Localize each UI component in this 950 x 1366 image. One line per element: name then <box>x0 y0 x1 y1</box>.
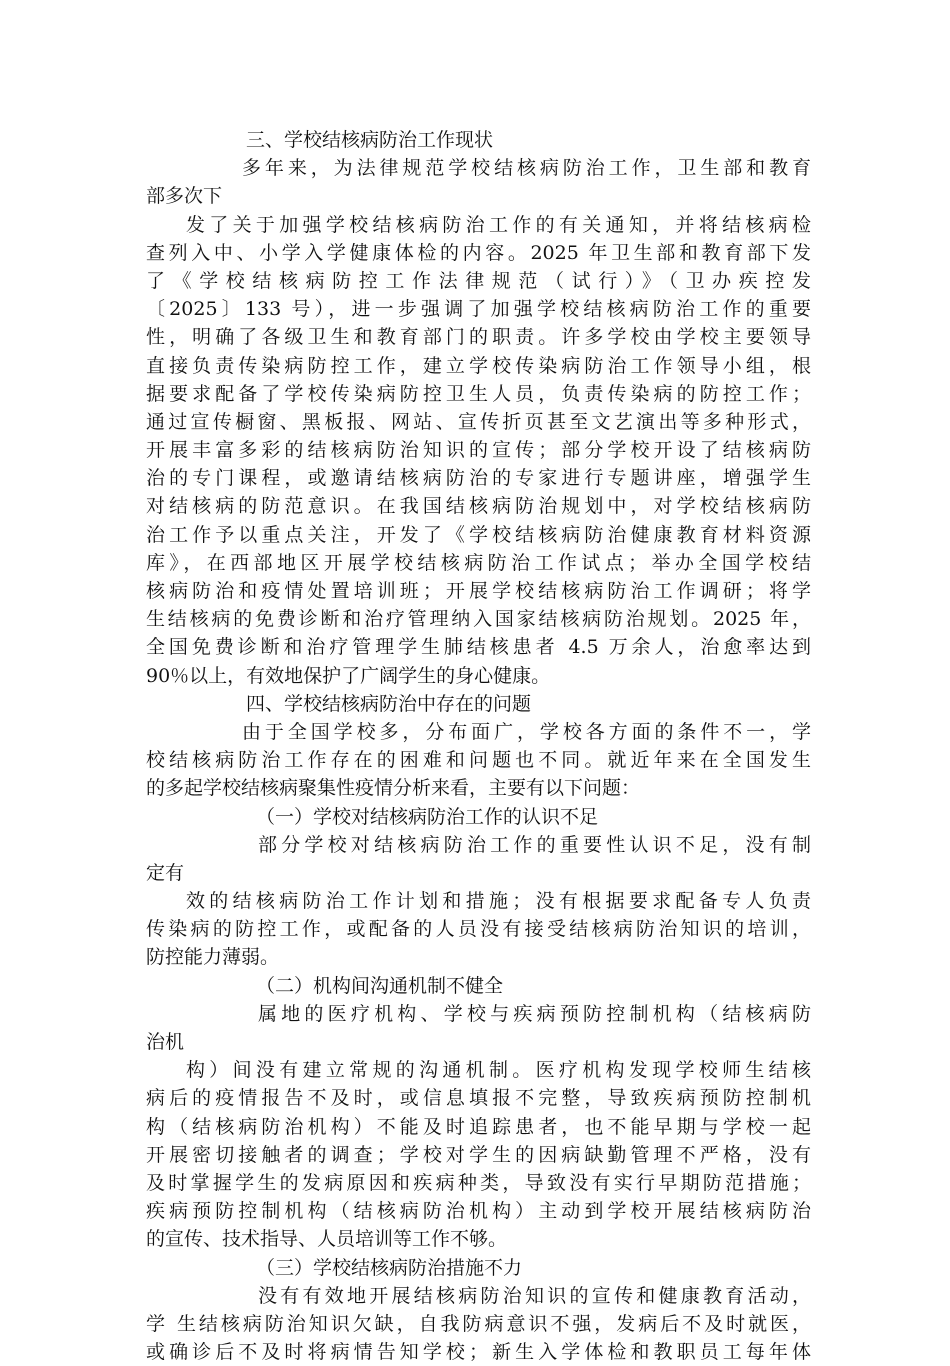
text-line: 通过宣传橱窗、黑板报、网站、宣传折页甚至文艺演出等多种形式， <box>146 410 811 433</box>
text-line: 传染病的防控工作，或配备的人员没有接受结核病防治知识的培训， <box>146 918 811 941</box>
subsection-heading: （三）学校结核病防治措施不力 <box>256 1256 523 1279</box>
text-line: 库》，在西部地区开展学校结核病防治工作试点；举办全国学校结 <box>146 551 811 574</box>
text-line: 由于全国学校多，分布面广，学校各方面的条件不一，学 <box>242 720 811 743</box>
text-line: 或确诊后不及时将病情告知学校；新生入学体检和教职员工每年体 <box>146 1341 811 1364</box>
text-line: 对结核病的防范意识。在我国结核病防治规划中，对学校结核病防 <box>146 495 811 518</box>
text-line: 治工作予以重点关注，开发了《学校结核病防治健康教育材料资源 <box>146 523 811 546</box>
text-line: 多年来，为法律规范学校结核病防治工作，卫生部和教育 <box>242 157 811 180</box>
text-line: 部分学校对结核病防治工作的重要性认识不足，没有制 <box>258 833 811 856</box>
section-heading: 四、学校结核病防治中存在的问题 <box>246 692 532 715</box>
text-line: 及时掌握学生的发病原因和疾病种类，导致没有实行早期防范措施； <box>146 1171 811 1194</box>
text-line: 的宣传、技术指导、人员培训等工作不够。 <box>146 1228 508 1251</box>
text-line: 构）间没有建立常规的沟通机制。医疗机构发现学校师生结核 <box>186 1059 811 1082</box>
text-line: 了《学校结核病防控工作法律规范（试行）》（卫办疾控发 <box>146 269 811 292</box>
text-line: 部多次下 <box>146 185 223 208</box>
text-line: 90％以上，有效地保护了广阔学生的身心健康。 <box>146 664 551 687</box>
text-line: 治机 <box>146 1031 185 1053</box>
document-body <box>146 126 811 1366</box>
text-line: 直接负责传染病防控工作，建立学校传染病防治工作领导小组，根 <box>146 354 811 377</box>
text-line: 核病防治和疫情处置培训班；开展学校结核病防治工作调研；将学 <box>146 580 811 602</box>
text-line: 效的结核病防治工作计划和措施；没有根据要求配备专人负责 <box>186 890 811 913</box>
text-line: 构（结核病防治机构）不能及时追踪患者，也不能早期与学校一起 <box>146 1115 811 1138</box>
text-line: 学 生结核病防治知识欠缺，自我防病意识不强，发病后不及时就医， <box>146 1312 811 1335</box>
text-line: 开展密切接触者的调查；学校对学生的因病缺勤管理不严格，没有 <box>146 1143 811 1166</box>
text-line: 没有有效地开展结核病防治知识的宣传和健康教育活动， <box>258 1284 811 1307</box>
section-heading: 三、学校结核病防治工作现状 <box>246 129 494 151</box>
text-line: 疾病预防控制机构（结核病防治机构）主动到学校开展结核病防治 <box>146 1200 811 1223</box>
text-line: 〔2025〕133 号），进一步强调了加强学校结核病防治工作的重要 <box>146 298 811 321</box>
text-line: 生结核病的免费诊断和治疗管理纳入国家结核病防治规划。2025 年， <box>146 608 811 631</box>
text-line: 全国免费诊断和治疗管理学生肺结核患者 4.5 万余人，治愈率达到 <box>146 636 811 659</box>
text-line: 据要求配备了学校传染病防控卫生人员，负责传染病的防控工作； <box>146 382 811 405</box>
text-line: 查列入中、小学入学健康体检的内容。2025 年卫生部和教育部下发 <box>146 241 811 264</box>
subsection-heading: （一）学校对结核病防治工作的认识不足 <box>256 805 599 828</box>
text-line: 开展丰富多彩的结核病防治知识的宣传；部分学校开设了结核病防 <box>146 439 811 462</box>
subsection-heading: （二）机构间沟通机制不健全 <box>256 974 504 997</box>
text-line: 性，明确了各级卫生和教育部门的职责。许多学校由学校主要领导 <box>146 326 811 349</box>
text-line: 病后的疫情报告不及时，或信息填报不完整，导致疾病预防控制机 <box>146 1087 811 1110</box>
text-line: 治的专门课程，或邀请结核病防治的专家进行专题讲座，增强学生 <box>146 467 811 490</box>
text-line: 防控能力薄弱。 <box>146 946 280 969</box>
text-line: 定有 <box>146 861 185 884</box>
text-line: 的多起学校结核病聚集性疫情分析来看，主要有以下问题： <box>146 777 641 800</box>
text-line: 发了关于加强学校结核病防治工作的有关通知，并将结核病检 <box>186 213 811 236</box>
text-line: 属地的医疗机构、学校与疾病预防控制机构（结核病防 <box>258 1002 811 1025</box>
text-line: 校结核病防治工作存在的困难和问题也不同。就近年来在全国发生 <box>146 749 811 772</box>
